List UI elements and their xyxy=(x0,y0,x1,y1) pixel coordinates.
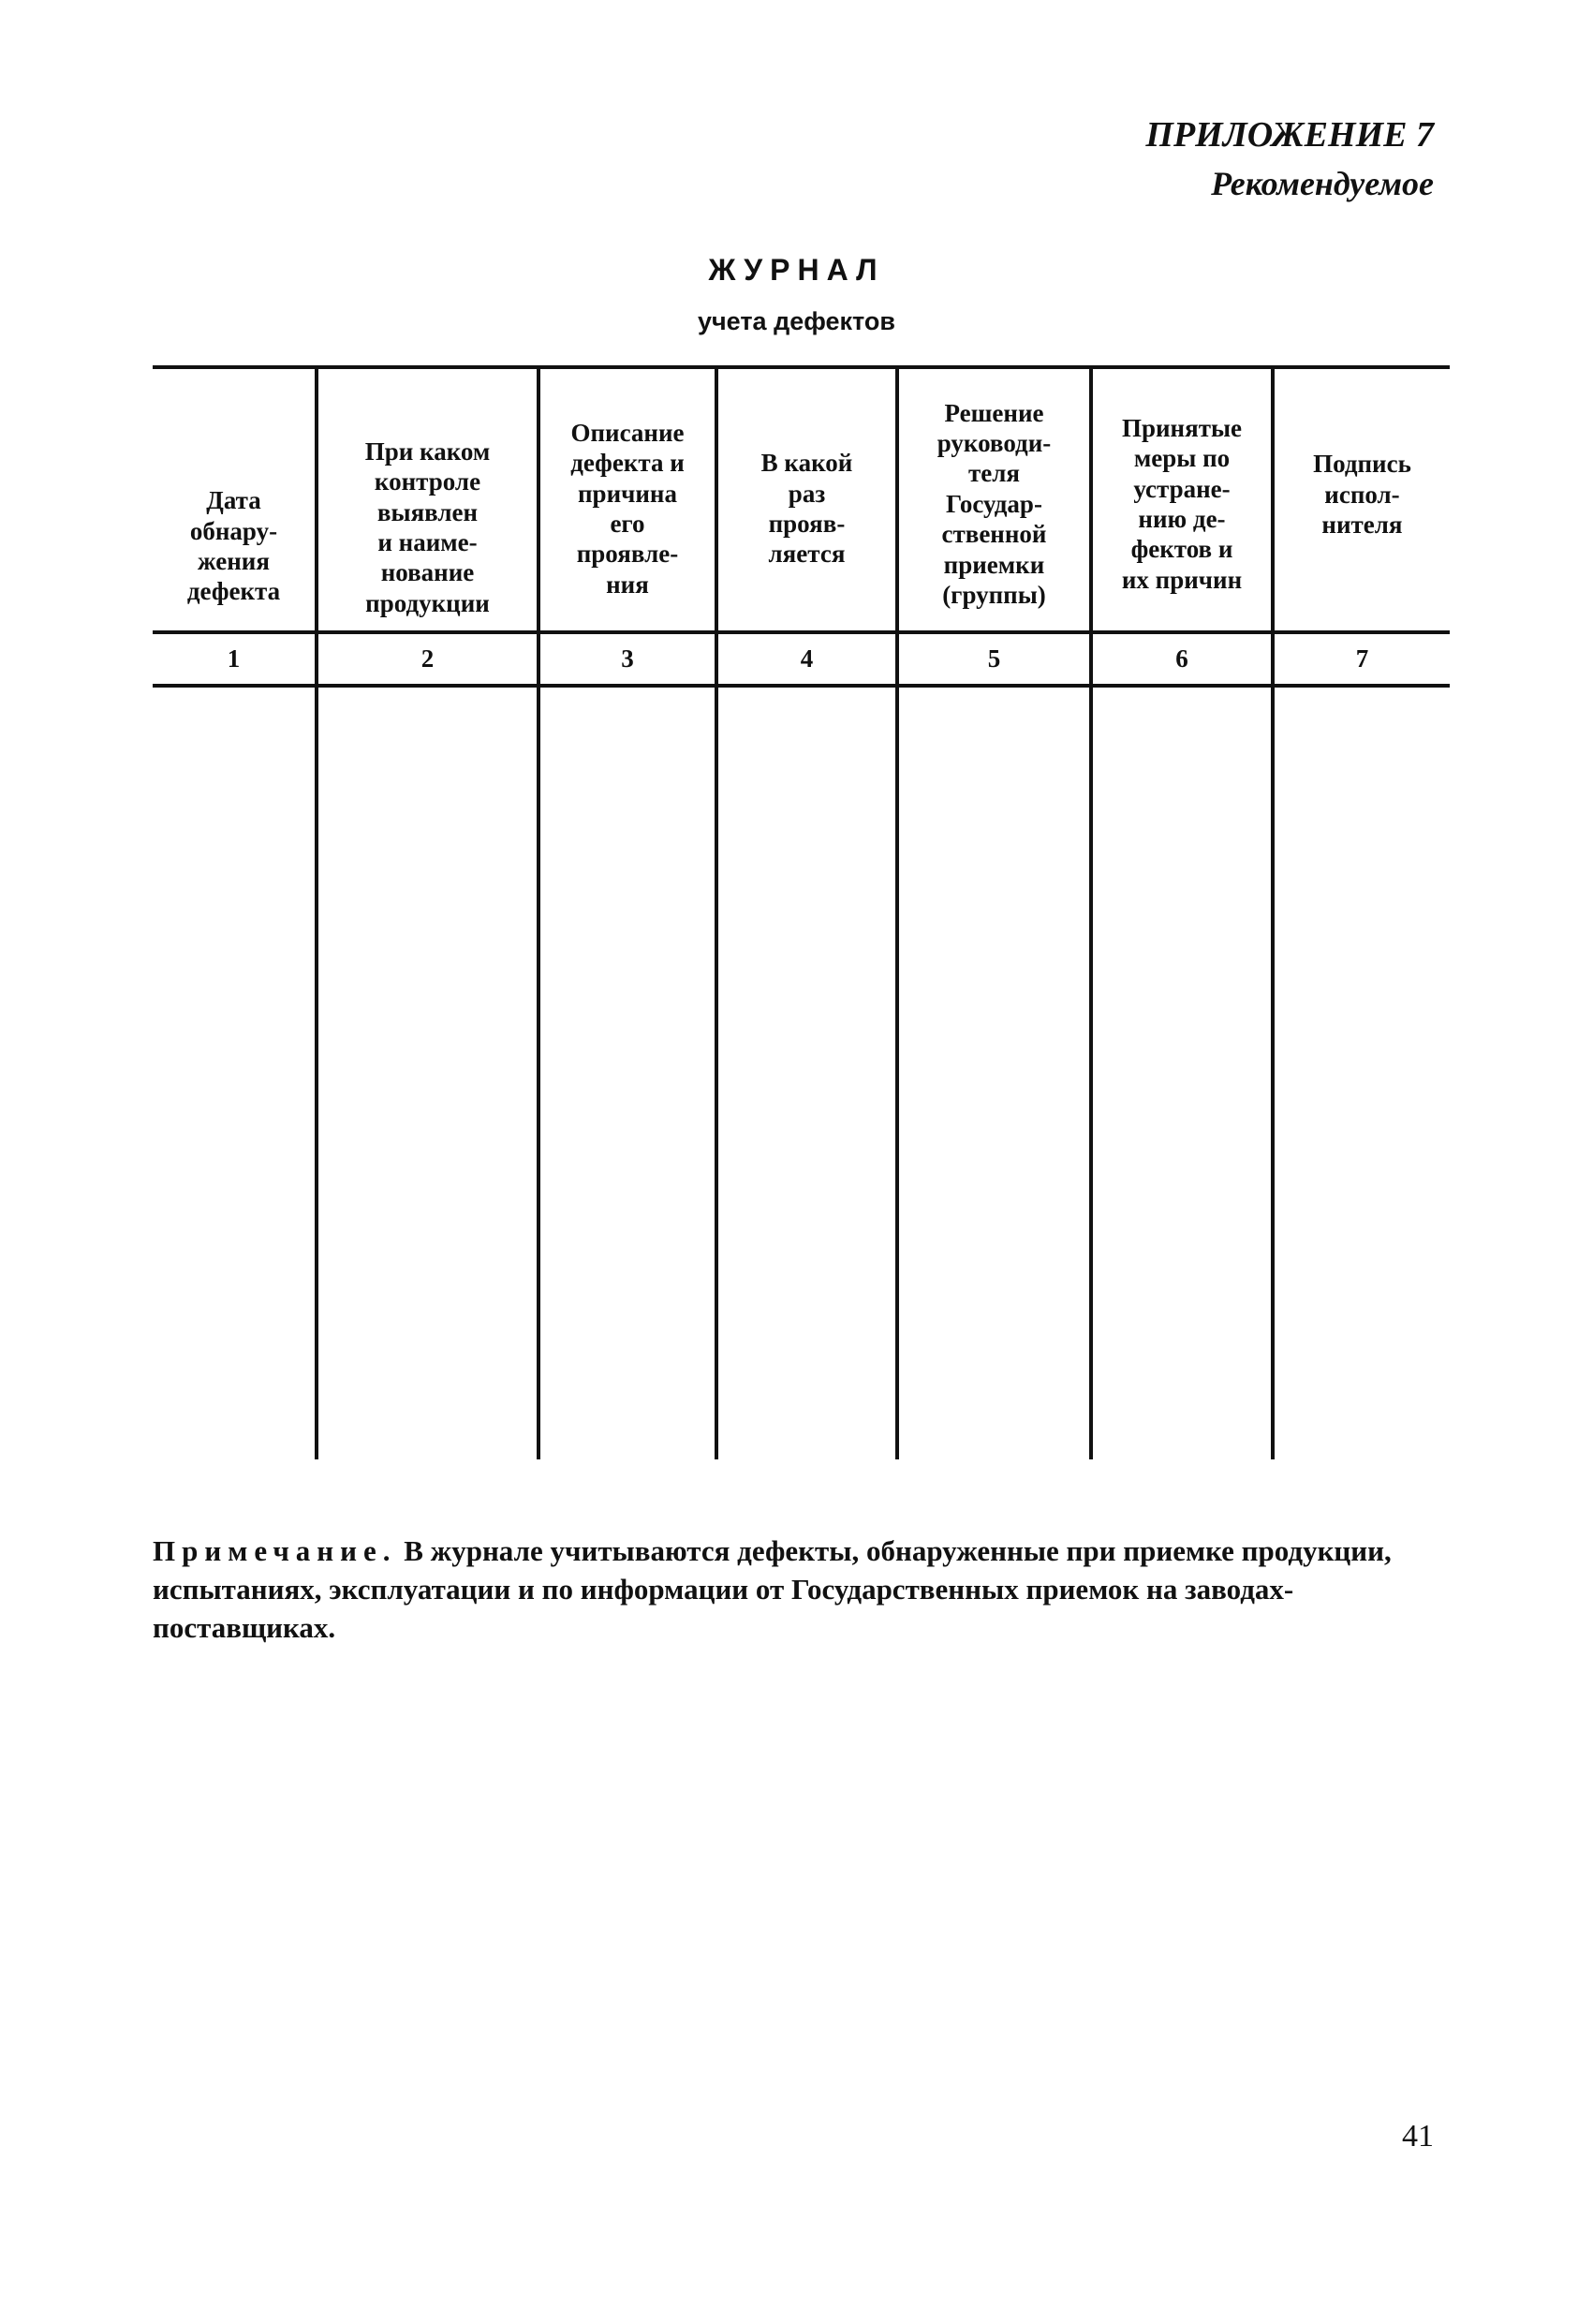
column-number: 3 xyxy=(621,644,634,673)
appendix-number: ПРИЛОЖЕНИЕ 7 xyxy=(1145,115,1434,155)
column-number: 2 xyxy=(420,644,435,673)
journal-title: ЖУРНАЛ xyxy=(708,253,885,287)
note-paragraph xyxy=(153,1532,1450,1648)
header-date-detected: Дата обнару- жения дефекта xyxy=(186,486,281,606)
numbers-bottom-rule xyxy=(153,684,1450,688)
header-signature: Подпись испол- нителя xyxy=(1313,450,1411,540)
defects-journal-table xyxy=(153,365,1450,1459)
header-defect-description: Описание дефекта и причина его проявле- ния xyxy=(570,418,685,599)
journal-subtitle: учета дефектов xyxy=(697,307,895,335)
header-acceptance-decision: Решение руководи- теля Государ- ственной приемки (группы) xyxy=(937,398,1052,609)
note-lead: Примечание. xyxy=(153,1534,397,1567)
header-occurrence: В какой раз прояв- ляется xyxy=(760,449,853,569)
column-number: 5 xyxy=(987,644,1001,673)
header-measures-taken: Принятые меры по устране- нию де- фектов и их причин xyxy=(1121,413,1243,594)
note-text: В журнале учитываются дефекты, обнаруженные при приемке продукции, испытаниях, эксплуатации и по информации от Государственных приемок на заводах-поставщиках. xyxy=(153,1534,1392,1644)
page-number: 41 xyxy=(1402,2119,1434,2154)
column-number: 7 xyxy=(1355,644,1369,673)
appendix-status: Рекомендуемое xyxy=(1211,165,1434,203)
appendix-block xyxy=(1145,111,1434,208)
table-top-rule xyxy=(153,365,1450,369)
column-number: 1 xyxy=(227,644,241,673)
column-number: 6 xyxy=(1175,644,1188,673)
column-number: 4 xyxy=(800,644,814,673)
header-control-product: При каком контроле выявлен и наиме- нование продукции xyxy=(364,437,491,617)
